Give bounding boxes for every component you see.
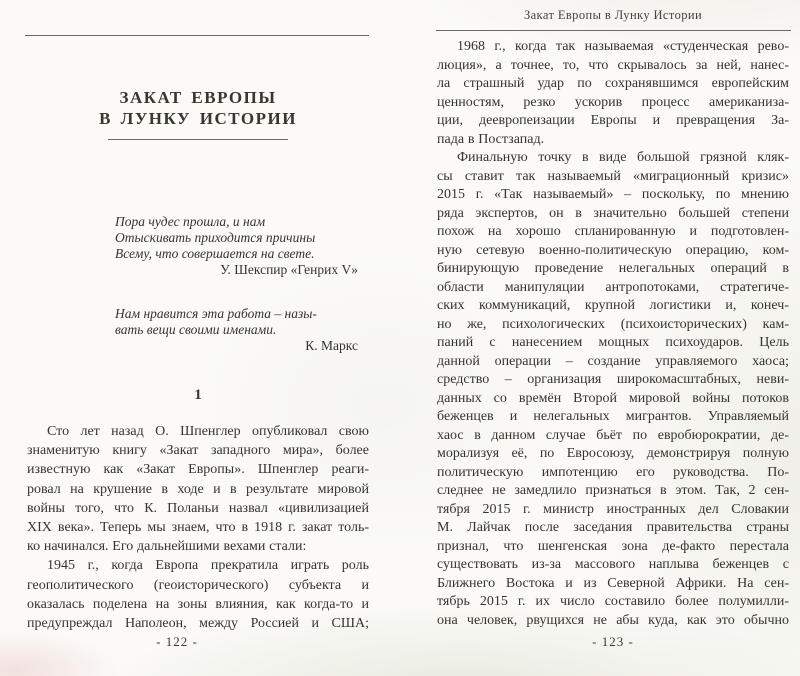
chapter-title xyxy=(27,87,369,129)
running-header: Закат Европы в Лунку Истории xyxy=(523,8,703,22)
text-line: паний с нанесением мощных психоударов. Цель xyxy=(437,335,789,350)
text-line: 2015 г. «Так называемый» – поскольку, по мнению xyxy=(437,187,789,202)
text-line: Финальную точку в виде большой грязной кляк- xyxy=(457,150,789,165)
chapter-title-line2: В ЛУНКУ ИСТОРИИ xyxy=(99,109,297,128)
text-line: Сто лет назад О. Шпенглер опубликовал свою xyxy=(47,424,369,439)
text-line: ции, деевропеизации Европы и превращения За- xyxy=(437,113,789,128)
text-line: средство – организация широкомасштабных, неви- xyxy=(437,372,789,387)
text-line: Пора чудес прошла, и нам xyxy=(115,214,266,229)
text-line: существовать из-за массового наплыва беженцев с xyxy=(437,557,789,572)
text-line: ровал на крушение в ходе и в результате мировой xyxy=(27,481,369,497)
text-line: геополитического (геоисторического) субъекта и xyxy=(27,577,369,593)
epigraph-marx xyxy=(115,306,360,354)
text-line: люция», а точнее, то, что скрывалось за ней, нанес- xyxy=(437,57,789,73)
chapter-title-underline xyxy=(108,139,288,140)
text-line: ла страшный удар по сохранявшимся европейским xyxy=(437,76,789,91)
text-line: оказалась поделена на зоны влияния, как когда-то и xyxy=(27,596,369,612)
text-line: ских коммуникаций, крупной логистики и, конеч- xyxy=(437,298,789,313)
text-line: Нам нравится эта работа – назы- xyxy=(115,306,317,321)
chapter-title-line1: ЗАКАТ ЕВРОПЫ xyxy=(119,88,277,107)
text-line: известную как «Закат Европы». Шпенглер реаги- xyxy=(27,462,369,478)
text-line: политическую импотенцию его руководства. По- xyxy=(437,464,789,480)
text-line: 1968 г., когда так называемая «студенческая рево- xyxy=(457,39,789,54)
text-line: она человек, рвущихся не абы куда, как это обычно xyxy=(437,612,789,628)
text-line: тябрь 2015 г. их число составило более полумилли- xyxy=(437,594,789,609)
text-line: похож на хорошо спланированную и подготовлен- xyxy=(437,224,789,239)
text-line: Всему, что совершается на свете. xyxy=(115,246,315,261)
text-line: следнее не замедлило признаться в этом. Так, 2 сен- xyxy=(437,483,789,498)
epigraph-shakespeare xyxy=(115,214,360,278)
text-line: вать вещи своими именами. xyxy=(115,322,277,337)
text-line: хаос в данном случае бьёт по евробюрократии, де- xyxy=(437,427,789,443)
right-page-body-text xyxy=(437,38,789,630)
text-line: ряда экспертов, он в значительно большей степени xyxy=(437,205,789,221)
text-line: признал, что шенгенская зона де-факто перестала xyxy=(437,538,789,554)
text-line: беженцев и нелегальных мигрантов. Управляемый xyxy=(437,409,789,424)
text-line: XIX века». Теперь мы знаем, что в 1918 г. закат толь- xyxy=(27,519,369,535)
text-line: войны того, что К. Поланьи назвал «цивилизацией xyxy=(27,500,369,516)
text-line: тября 2015 г. министр иностранных дел Словакии xyxy=(437,501,789,517)
text-line: Отыскивать приходится причины xyxy=(115,230,316,245)
text-line: пада в Постзапад. xyxy=(437,131,545,147)
epigraph-lines xyxy=(115,306,360,338)
text-line: знаменитую книгу «Закат западного мира», более xyxy=(27,443,369,459)
right-page-number: - 123 - xyxy=(592,634,634,649)
text-line: ную сетевую военно-политическую операцию, ком- xyxy=(437,242,789,258)
text-line: данной операции – создание управляемого хаоса; xyxy=(437,353,789,369)
text-line: бинирующую проведение нелегальных операций в xyxy=(437,261,789,276)
epigraph-attribution: К. Маркс xyxy=(305,338,358,353)
text-line: данных со времён Второй мировой войны потоков xyxy=(437,390,789,406)
text-line: сы ставит так называемый «миграционный кризис» xyxy=(437,168,789,184)
text-line: но же, психологических (психоисторических) кам- xyxy=(437,316,789,332)
text-line: ко начинался. Его дальнейшими вехами стали: xyxy=(27,539,307,555)
right-page-header-rule xyxy=(436,30,791,31)
paragraph xyxy=(27,422,369,556)
paragraph xyxy=(27,556,369,633)
section-number: 1 xyxy=(194,387,202,403)
text-line: Ближнего Востока и из Северной Африки. На сен- xyxy=(437,575,789,591)
text-line: области манипуляции антропотоками, стратегиче- xyxy=(437,279,789,295)
paragraph xyxy=(437,38,789,149)
text-line: ценностям, резко ускорив процесс американиза- xyxy=(437,94,789,110)
epigraph-lines xyxy=(115,214,360,262)
left-page-body-text xyxy=(27,422,369,633)
left-page-top-rule xyxy=(25,35,369,36)
text-line: морализуя её, по Евросоюзу, демонстрируя полную xyxy=(437,446,789,461)
epigraph-attribution: У. Шекспир «Генрих V» xyxy=(220,262,358,277)
text-line: 1945 г., когда Европа прекратила играть роль xyxy=(47,558,369,574)
text-line: предупреждал Наполеон, между Россией и США; xyxy=(27,615,369,631)
left-page-number: - 122 - xyxy=(156,634,198,649)
paragraph xyxy=(437,149,789,630)
text-line: М. Лайчак после заседания правительства страны xyxy=(437,520,789,535)
